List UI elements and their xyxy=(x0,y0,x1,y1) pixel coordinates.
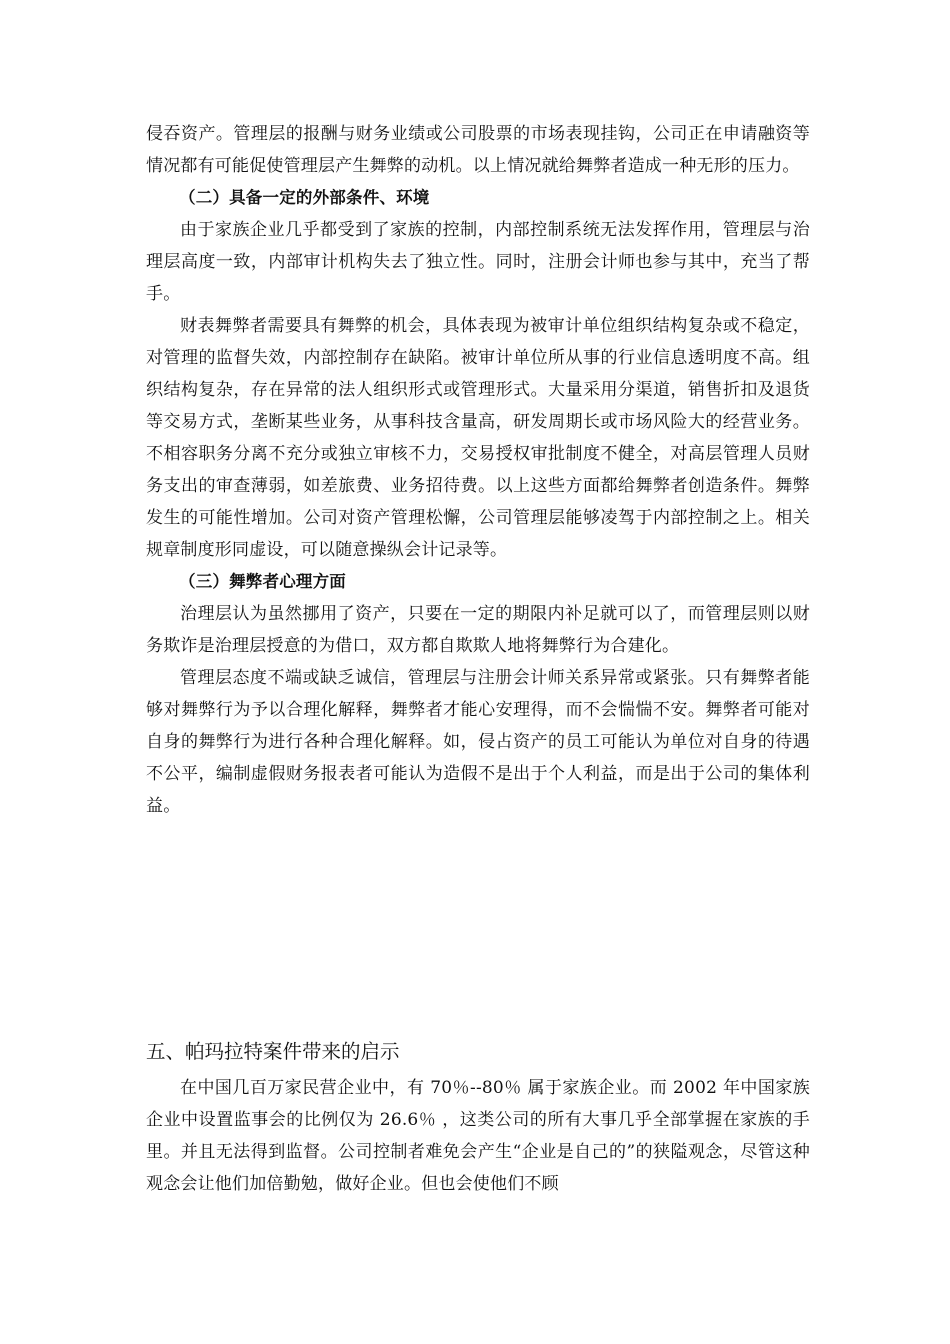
paragraph-continuation: 侵吞资产。管理层的报酬与财务业绩或公司股票的市场表现挂钩，公司正在申请融资等情况都有可能促使管理层产生舞弊的动机。以上情况就给舞弊者造成一种无形的压力。 xyxy=(146,124,810,176)
paragraph-family-enterprise: 在中国几百万家民营企业中，有 70％--80％ 属于家族企业。而 2002 年中国家族企业中设置监事会的比例仅为 26.6％ ，这类公司的所有大事几乎全部掌握在家族的手里。并且无法得到监督。公司控制者难免会产生“企业是自己的”的狭隘观念，尽管这种观念会让他们加倍勤勉，做好企业。但也会使他们不顾 xyxy=(146,1078,810,1194)
paragraph-family-control: 由于家族企业几乎都受到了家族的控制，内部控制系统无法发挥作用，管理层与治理层高度一致，内部审计机构失去了独立性。同时，注册会计师也参与其中，充当了帮手。 xyxy=(146,220,810,304)
section5-text-block xyxy=(146,1072,810,1200)
paragraph-fraud-opportunity: 财表舞弊者需要具有舞弊的机会，具体表现为被审计单位组织结构复杂或不稳定，对管理的监督失效，内部控制存在缺陷。被审计单位所从事的行业信息透明度不高。组织结构复杂，存在异常的法人组织形式或管理形式。大量采用分渠道，销售折扣及退货等交易方式，垄断某些业务，从事科技含量高，研发周期长或市场风险大的经营业务。不相容职务分离不充分或独立审核不力，交易授权审批制度不健全，对高层管理人员财务支出的审查薄弱，如差旅费、业务招待费。以上这些方面都给舞弊者创造条件。舞弊发生的可能性增加。公司对资产管理松懈，公司管理层能够凌驾于内部控制之上。相关规章制度形同虚设，可以随意操纵会计记录等。 xyxy=(146,316,810,560)
section-title: 五、帕玛拉特案件带来的启示 xyxy=(146,1040,400,1063)
paragraph-rationalization: 管理层态度不端或缺乏诚信，管理层与注册会计师关系异常或紧张。只有舞弊者能够对舞弊行为予以合理化解释，舞弊者才能心安理得，而不会惴惴不安。舞弊者可能对自身的舞弊行为进行各种合理化解释。如，侵占资产的员工可能认为单位对自身的待遇不公平，编制虚假财务报表者可能认为造假不是出于个人利益，而是出于公司的集体利益。 xyxy=(146,668,810,816)
body-text-block xyxy=(146,118,810,822)
subheading-external-conditions: （二）具备一定的外部条件、环境 xyxy=(179,188,430,207)
subheading-psychology: （三）舞弊者心理方面 xyxy=(179,572,346,591)
paragraph-governance-excuse: 治理层认为虽然挪用了资产，只要在一定的期限内补足就可以了，而管理层则以财务欺诈是治理层授意的为借口，双方都自欺欺人地将舞弊行为合建化。 xyxy=(146,604,810,656)
